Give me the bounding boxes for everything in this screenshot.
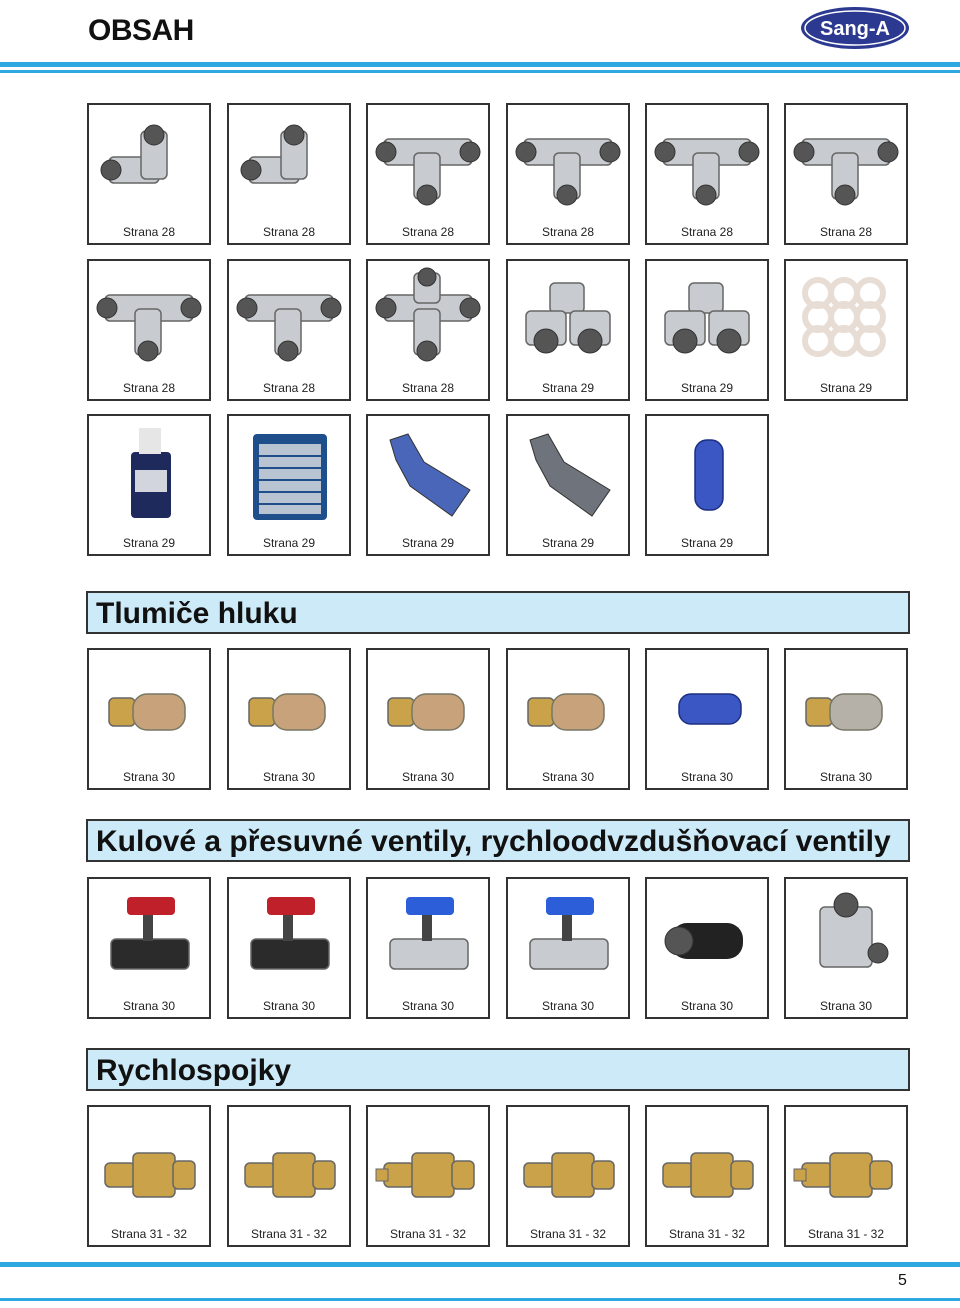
product-card xyxy=(87,259,211,401)
page-reference: Strana 28 xyxy=(680,225,734,239)
product-card xyxy=(645,648,769,790)
cross-fitting-icon xyxy=(370,265,486,371)
page-reference: Strana 30 xyxy=(541,770,595,784)
page-reference: Strana 30 xyxy=(122,770,176,784)
thread-sealant-bottle-icon xyxy=(91,420,207,526)
section-title: Kulové a přesuvné ventily, rychloodvzdušňovací ventily xyxy=(96,825,891,858)
page-reference: Strana 30 xyxy=(819,999,873,1013)
coupling-hose-barb-icon xyxy=(370,1111,486,1217)
flat-silencer-icon xyxy=(231,654,347,760)
footer-rule-thin xyxy=(0,1298,960,1301)
ball-valve-red-female-icon xyxy=(231,883,347,989)
product-card xyxy=(227,877,351,1019)
header-rule xyxy=(0,62,960,67)
quick-exhaust-valve-icon xyxy=(788,883,904,989)
page-reference: Strana 30 xyxy=(401,999,455,1013)
page-number: 5 xyxy=(898,1272,907,1289)
product-card xyxy=(506,648,630,790)
product-card xyxy=(366,103,490,245)
product-card xyxy=(645,414,769,556)
page-reference: Strana 29 xyxy=(541,381,595,395)
page-reference: Strana 29 xyxy=(262,536,316,550)
product-card xyxy=(366,414,490,556)
product-card xyxy=(87,103,211,245)
product-card xyxy=(506,877,630,1019)
tee-female-fitting-icon xyxy=(510,109,626,215)
section-title: Rychlospojky xyxy=(96,1054,292,1087)
logo-text: Sang-A xyxy=(820,18,890,40)
page-reference: Strana 28 xyxy=(401,225,455,239)
page-reference: Strana 29 xyxy=(819,381,873,395)
sang-a-logo xyxy=(800,6,910,50)
coupling-male-thread-icon xyxy=(91,1111,207,1217)
flat-air-nozzle-grey-icon xyxy=(510,420,626,526)
silencer-blue-icon xyxy=(649,420,765,526)
plug-male-thread-icon xyxy=(510,1111,626,1217)
page-reference: Strana 28 xyxy=(122,225,176,239)
page-reference: Strana 28 xyxy=(122,381,176,395)
product-card xyxy=(366,648,490,790)
product-card xyxy=(366,259,490,401)
page-reference: Strana 29 xyxy=(401,536,455,550)
product-card xyxy=(506,1105,630,1247)
tee-mixed-fitting-icon xyxy=(91,265,207,371)
sealing-rings-icon xyxy=(788,265,904,371)
product-card xyxy=(784,877,908,1019)
product-card xyxy=(227,648,351,790)
page-reference: Strana 30 xyxy=(680,770,734,784)
plastic-silencer-icon xyxy=(649,654,765,760)
page-reference: Strana 30 xyxy=(541,999,595,1013)
fitting-assortment-box-icon xyxy=(231,420,347,526)
product-card xyxy=(366,877,490,1019)
page-reference: Strana 30 xyxy=(819,770,873,784)
product-card xyxy=(227,103,351,245)
product-card xyxy=(87,648,211,790)
footer-rule xyxy=(0,1262,960,1267)
product-card xyxy=(366,1105,490,1247)
header-rule-thin xyxy=(0,70,960,73)
page-reference: Strana 28 xyxy=(262,381,316,395)
section-header-silencers xyxy=(86,591,910,634)
product-card xyxy=(227,1105,351,1247)
ball-valve-blue-male-icon xyxy=(370,883,486,989)
product-card xyxy=(645,877,769,1019)
section-header-couplings xyxy=(86,1048,910,1091)
product-card xyxy=(227,414,351,556)
product-card xyxy=(87,414,211,556)
page-reference: Strana 28 xyxy=(401,381,455,395)
tee-male-fitting-icon xyxy=(788,109,904,215)
product-card xyxy=(645,1105,769,1247)
page-reference: Strana 31 - 32 xyxy=(668,1227,746,1241)
adjustable-silencer-icon xyxy=(510,654,626,760)
page-reference: Strana 29 xyxy=(680,381,734,395)
product-card xyxy=(784,103,908,245)
tee-reduced-fitting-icon xyxy=(231,265,347,371)
ball-valve-red-male-icon xyxy=(91,883,207,989)
product-card xyxy=(87,1105,211,1247)
plug-hose-barb-icon xyxy=(788,1111,904,1217)
page-reference: Strana 30 xyxy=(680,999,734,1013)
flat-air-nozzle-blue-icon xyxy=(370,420,486,526)
product-card xyxy=(506,103,630,245)
page-reference: Strana 30 xyxy=(262,770,316,784)
page-reference: Strana 28 xyxy=(262,225,316,239)
page-reference: Strana 31 - 32 xyxy=(529,1227,607,1241)
ball-valve-blue-female-icon xyxy=(510,883,626,989)
page-reference: Strana 30 xyxy=(262,999,316,1013)
y-fitting-icon xyxy=(510,265,626,371)
sliding-valve-icon xyxy=(649,883,765,989)
page-reference: Strana 28 xyxy=(541,225,595,239)
page-reference: Strana 29 xyxy=(122,536,176,550)
product-card xyxy=(506,259,630,401)
tee-female-male-fitting-icon xyxy=(370,109,486,215)
coupling-female-thread-icon xyxy=(231,1111,347,1217)
page-reference: Strana 29 xyxy=(680,536,734,550)
product-card xyxy=(506,414,630,556)
elbow-female-fitting-icon xyxy=(91,109,207,215)
y-female-fitting-icon xyxy=(649,265,765,371)
page-reference: Strana 31 - 32 xyxy=(807,1227,885,1241)
section-header-valves xyxy=(86,819,910,862)
page-reference: Strana 28 xyxy=(819,225,873,239)
page-reference: Strana 31 - 32 xyxy=(110,1227,188,1241)
product-card xyxy=(645,259,769,401)
page-reference: Strana 29 xyxy=(541,536,595,550)
page-reference: Strana 30 xyxy=(401,770,455,784)
tee-male-branch-fitting-icon xyxy=(649,109,765,215)
product-card xyxy=(87,877,211,1019)
product-card xyxy=(784,1105,908,1247)
elbow-male-fitting-icon xyxy=(231,109,347,215)
plug-female-thread-icon xyxy=(649,1111,765,1217)
product-card xyxy=(784,259,908,401)
section-title: Tlumiče hluku xyxy=(96,597,298,630)
page-reference: Strana 31 - 32 xyxy=(250,1227,328,1241)
page-reference: Strana 31 - 32 xyxy=(389,1227,467,1241)
sintered-bronze-silencer-icon xyxy=(91,654,207,760)
product-card xyxy=(645,103,769,245)
disc-silencer-icon xyxy=(370,654,486,760)
product-card xyxy=(227,259,351,401)
steel-silencer-icon xyxy=(788,654,904,760)
page-title: OBSAH xyxy=(88,14,194,47)
product-card xyxy=(784,648,908,790)
page-reference: Strana 30 xyxy=(122,999,176,1013)
